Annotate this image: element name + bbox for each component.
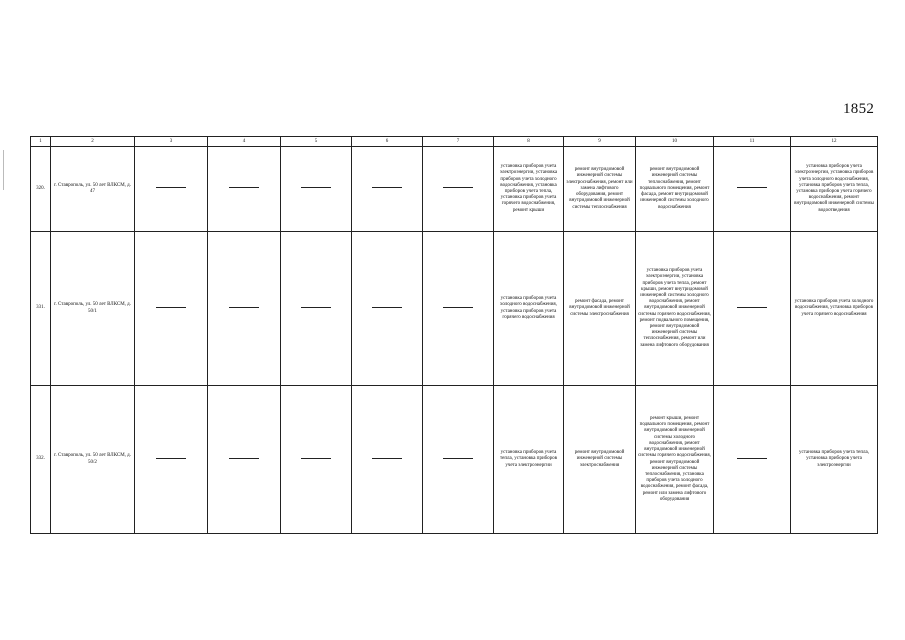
dash-mark [372, 307, 402, 308]
dash-mark [372, 187, 402, 188]
empty-cell [423, 386, 494, 534]
works-col-9: ремонт внутридомовой инженерной системы электроснабжения [564, 386, 636, 534]
dash-mark [229, 187, 259, 188]
works-col-12: установка приборов учета тепла, установка приборов учета электроэнергии [791, 386, 878, 534]
works-col-12: установка приборов учета электроэнергии, установка приборов учета холодного водоснабжения, установка приборов учета тепла, установка приборов учета горячего водоснабжения, ремонт внутридомовой инженерной системы водоотведения [791, 147, 878, 232]
empty-cell [714, 232, 791, 386]
column-number-row [31, 137, 878, 147]
column-number: 4 [208, 137, 281, 147]
dash-mark [301, 187, 331, 188]
row-number: 332. [31, 386, 51, 534]
empty-cell [352, 232, 423, 386]
scan-margin-mark [3, 150, 4, 190]
empty-cell [281, 232, 352, 386]
empty-cell [208, 147, 281, 232]
building-address: г. Ставрополь, ул. 50 лет ВЛКСМ, д. 47 [51, 147, 135, 232]
dash-mark [443, 458, 473, 459]
table-row [31, 232, 878, 386]
empty-cell [135, 386, 208, 534]
dash-mark [229, 307, 259, 308]
row-number: 320. [31, 147, 51, 232]
column-number: 11 [714, 137, 791, 147]
table-row [31, 386, 878, 534]
works-col-8: установка приборов учета тепла, установка приборов учета электроэнергии [494, 386, 564, 534]
works-col-10: ремонт крыши, ремонт подвального помещения, ремонт внутридомовой инженерной системы холодного водоснабжения, ремонт внутридомовой инженерной системы горячего водоснабжения, ремонт внутридомовой инженерной системы теплоснабжения, установка приборов учета холодного водоснабжения, ремонт фасада, ремонт или замена лифтового оборудования [636, 386, 714, 534]
dash-mark [443, 187, 473, 188]
empty-cell [352, 386, 423, 534]
dash-mark [301, 307, 331, 308]
empty-cell [714, 386, 791, 534]
dash-mark [443, 307, 473, 308]
column-number: 12 [791, 137, 878, 147]
empty-cell [423, 147, 494, 232]
works-col-10: ремонт внутридомовой инженерной системы теплоснабжения, ремонт подвального помещения, ремонт фасада, ремонт внутридомовой инженерной системы холодного водоснабжения [636, 147, 714, 232]
row-number: 331. [31, 232, 51, 386]
empty-cell [208, 232, 281, 386]
page-number: 1852 [843, 101, 875, 117]
building-address: г. Ставрополь, ул. 50 лет ВЛКСМ, д. 50/2 [51, 386, 135, 534]
dash-mark [301, 458, 331, 459]
column-number: 2 [51, 137, 135, 147]
building-address: г. Ставрополь, ул. 50 лет ВЛКСМ, д. 50/1 [51, 232, 135, 386]
dash-mark [737, 307, 767, 308]
works-col-8: установка приборов учета электроэнергии, установка приборов учета холодного водоснабжения, установка приборов учета тепла, установка приборов учета горячего водоснабжения, ремонт крыши [494, 147, 564, 232]
empty-cell [352, 147, 423, 232]
dash-mark [156, 187, 186, 188]
works-col-9: ремонт фасада, ремонт внутридомовой инженерной системы электроснабжения [564, 232, 636, 386]
column-number: 7 [423, 137, 494, 147]
dash-mark [156, 307, 186, 308]
empty-cell [423, 232, 494, 386]
dash-mark [372, 458, 402, 459]
empty-cell [714, 147, 791, 232]
dash-mark [156, 458, 186, 459]
works-col-9: ремонт внутридомовой инженерной системы электроснабжения, ремонт или замена лифтового оборудования, ремонт внутридомовой инженерной системы теплоснабжения [564, 147, 636, 232]
capital-repair-table [30, 136, 878, 534]
empty-cell [135, 232, 208, 386]
empty-cell [135, 147, 208, 232]
works-col-10: установка приборов учета электроэнергии, установка приборов учета тепла, ремонт крыши, ремонт внутридомовой инженерной системы холодного водоснабжения, ремонт внутридомовой инженерной системы горячего водоснабжения, ремонт подвального помещения, ремонт внутридомовой инженерной системы теплоснабжения, ремонт или замена лифтового оборудования [636, 232, 714, 386]
dash-mark [229, 458, 259, 459]
dash-mark [737, 458, 767, 459]
column-number: 6 [352, 137, 423, 147]
empty-cell [281, 147, 352, 232]
empty-cell [208, 386, 281, 534]
column-number: 3 [135, 137, 208, 147]
empty-cell [281, 386, 352, 534]
column-number: 10 [636, 137, 714, 147]
column-number: 1 [31, 137, 51, 147]
dash-mark [737, 187, 767, 188]
column-number: 8 [494, 137, 564, 147]
table-row [31, 147, 878, 232]
column-number: 9 [564, 137, 636, 147]
column-number: 5 [281, 137, 352, 147]
works-col-8: установка приборов учета холодного водоснабжения, установка приборов учета горячего водоснабжения [494, 232, 564, 386]
works-col-12: установка приборов учета холодного водоснабжения, установка приборов учета горячего водоснабжения [791, 232, 878, 386]
